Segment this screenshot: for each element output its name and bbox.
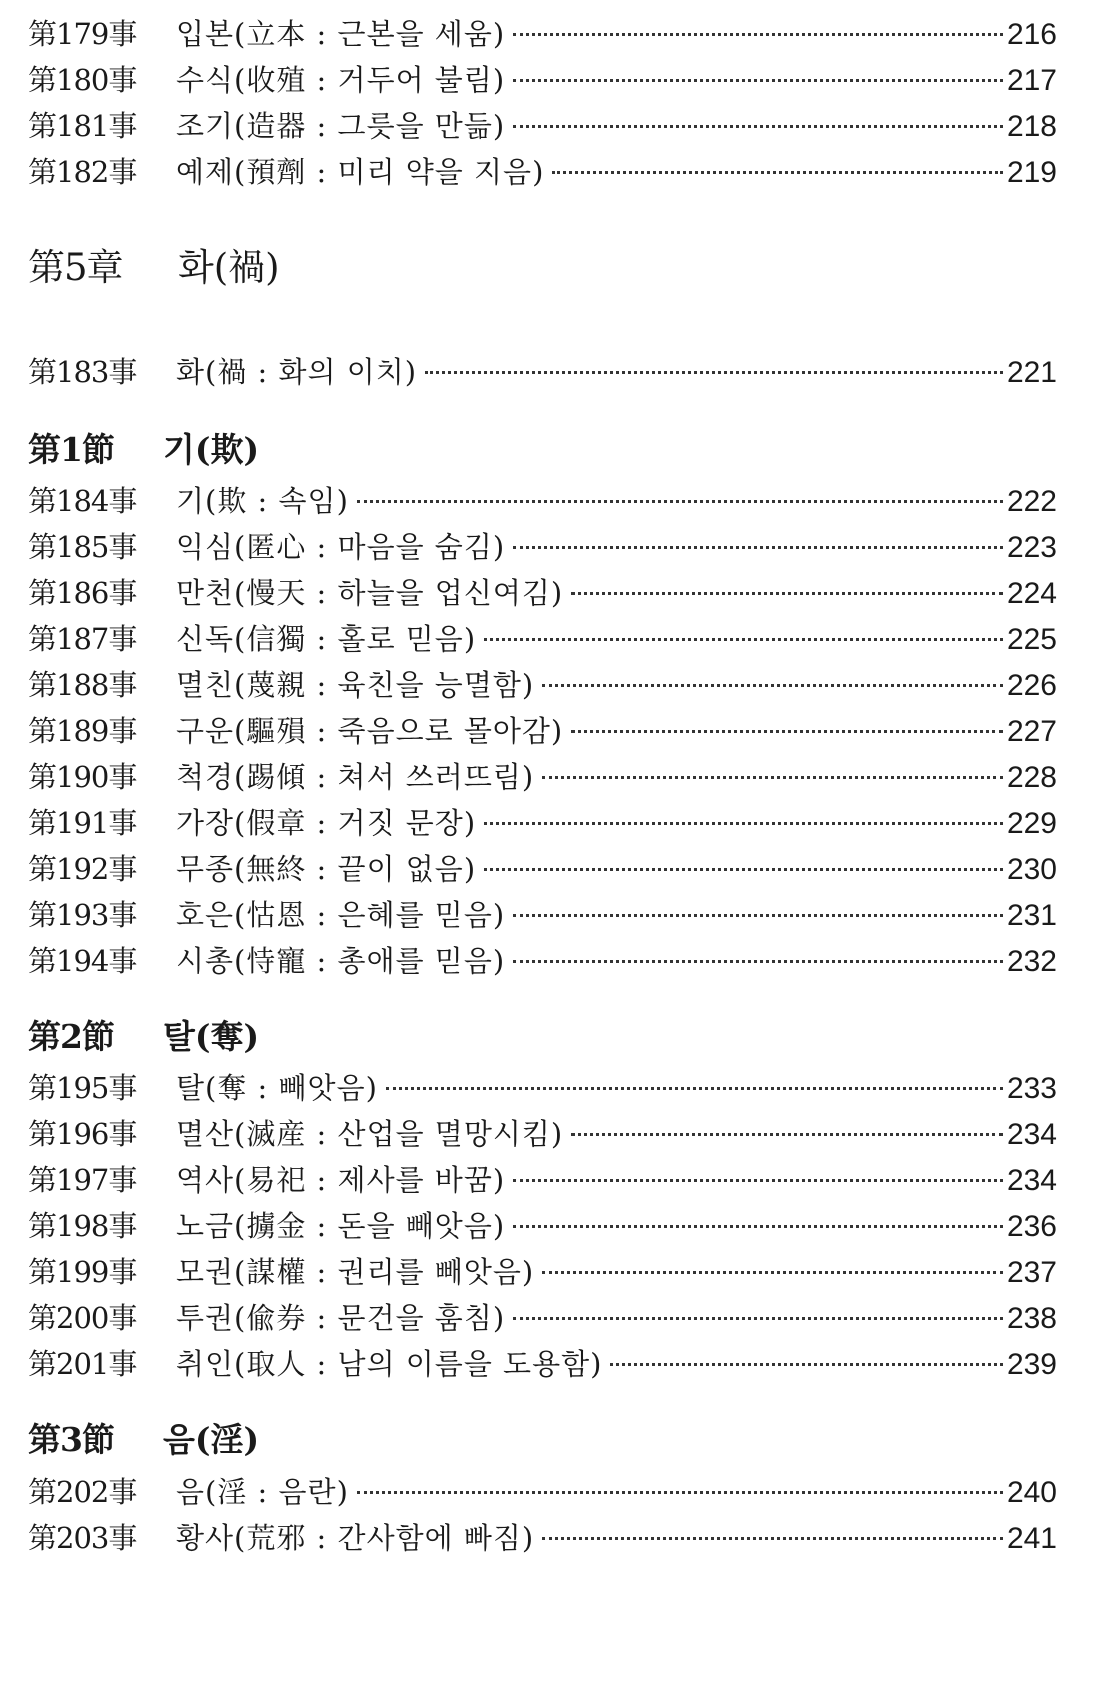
entry-number: 第192事 [28,852,137,886]
chapter-label: 第5章 [28,246,123,289]
dot-leader [513,125,1003,128]
dot-leader [513,546,1003,549]
entry-title: 가장(假章 : 거짓 문장) [176,806,477,840]
dot-leader [484,638,1003,641]
entry-number: 第191事 [28,806,137,840]
section-label: 第3節 [28,1420,114,1459]
chapter-title: 화(禍) [178,246,280,289]
dot-leader [571,730,1003,733]
entry-title: 멸산(滅産 : 산업을 멸망시킴) [176,1117,564,1151]
entry-page-number: 230 [1006,853,1057,886]
toc-entry [28,1068,1057,1108]
toc-entry [28,1252,1057,1292]
entry-page-number: 218 [1006,110,1057,143]
toc-entry [28,1344,1057,1384]
toc-entry [28,619,1057,659]
section-label: 第1節 [28,430,114,469]
entry-title: 기(欺 : 속임) [176,484,349,518]
entry-title: 투권(偸券 : 문건을 훔침) [176,1301,506,1335]
entry-title: 구운(驅殞 : 죽음으로 몰아감) [176,714,564,748]
entry-page-number: 225 [1006,623,1057,656]
dot-leader [571,592,1003,595]
entry-page-number: 238 [1006,1302,1057,1335]
toc-entry [28,14,1057,54]
entry-number: 第184事 [28,484,137,518]
dot-leader [513,1179,1003,1182]
entry-title: 신독(信獨 : 홀로 믿음) [176,622,477,656]
entry-page-number: 236 [1006,1210,1057,1243]
entry-number: 第180事 [28,63,137,97]
entry-title: 입본(立本 : 근본을 세움) [176,17,506,51]
entry-title: 예제(預劑 : 미리 약을 지음) [176,155,545,189]
toc-entry [28,527,1057,567]
section-heading [28,1418,259,1462]
toc-entry [28,803,1057,843]
entry-page-number: 223 [1006,531,1057,564]
entry-title: 화(禍 : 화의 이치) [176,355,418,389]
entry-number: 第187事 [28,622,137,656]
dot-leader [542,776,1003,779]
entry-title: 척경(踢傾 : 쳐서 쓰러뜨림) [176,760,535,794]
dot-leader [425,371,1003,374]
chapter-heading [28,244,280,292]
entry-number: 第197事 [28,1163,137,1197]
section-label: 第2節 [28,1017,114,1056]
entry-page-number: 240 [1006,1476,1057,1509]
toc-entry [28,1298,1057,1338]
entry-page-number: 241 [1006,1522,1057,1555]
dot-leader [571,1133,1003,1136]
entry-page-number: 233 [1006,1072,1057,1105]
dot-leader [513,1225,1003,1228]
dot-leader [513,914,1003,917]
toc-entry [28,1160,1057,1200]
entry-page-number: 237 [1006,1256,1057,1289]
entry-number: 第195事 [28,1071,137,1105]
entry-title: 만천(慢天 : 하늘을 업신여김) [176,576,564,610]
section-heading [28,1015,259,1059]
dot-leader [610,1363,1003,1366]
entry-page-number: 229 [1006,807,1057,840]
entry-page-number: 228 [1006,761,1057,794]
section-title: 음(淫) [163,1420,260,1459]
dot-leader [513,960,1003,963]
toc-entry [28,60,1057,100]
dot-leader [552,171,1003,174]
entry-number: 第182事 [28,155,137,189]
toc-entry [28,106,1057,146]
entry-title: 조기(造器 : 그릇을 만듦) [176,109,506,143]
toc-entry [28,941,1057,981]
toc-entry [28,757,1057,797]
section-title: 탈(奪) [163,1017,260,1056]
entry-title: 익심(匿心 : 마음을 숨김) [176,530,506,564]
entry-number: 第202事 [28,1475,137,1509]
toc-entry [28,352,1057,392]
entry-number: 第190事 [28,760,137,794]
entry-number: 第200事 [28,1301,137,1335]
entry-title: 노금(擄金 : 돈을 빼앗음) [176,1209,506,1243]
entry-title: 무종(無終 : 끝이 없음) [176,852,477,886]
toc-entry [28,1114,1057,1154]
entry-title: 모권(謀權 : 권리를 빼앗음) [176,1255,535,1289]
entry-number: 第193事 [28,898,137,932]
toc-entry [28,481,1057,521]
entry-number: 第188事 [28,668,137,702]
entry-page-number: 227 [1006,715,1057,748]
entry-title: 시총(恃寵 : 총애를 믿음) [176,944,506,978]
dot-leader [513,33,1003,36]
toc-entry [28,152,1057,192]
entry-number: 第198事 [28,1209,137,1243]
entry-page-number: 234 [1006,1164,1057,1197]
entry-page-number: 221 [1006,356,1057,389]
entry-number: 第194事 [28,944,137,978]
entry-page-number: 217 [1006,64,1057,97]
entry-page-number: 222 [1006,485,1057,518]
dot-leader [484,822,1003,825]
entry-page-number: 219 [1006,156,1057,189]
entry-number: 第201事 [28,1347,137,1381]
entry-page-number: 239 [1006,1348,1057,1381]
dot-leader [542,1537,1003,1540]
entry-title: 수식(收殖 : 거두어 불림) [176,63,506,97]
entry-title: 황사(荒邪 : 간사함에 빠짐) [176,1521,535,1555]
entry-number: 第179事 [28,17,137,51]
toc-entry [28,849,1057,889]
entry-title: 취인(取人 : 남의 이름을 도용함) [176,1347,603,1381]
entry-number: 第181事 [28,109,137,143]
toc-entry [28,573,1057,613]
entry-page-number: 234 [1006,1118,1057,1151]
entry-title: 음(淫 : 음란) [176,1475,349,1509]
toc-entry [28,1472,1057,1512]
dot-leader [513,1317,1003,1320]
toc-entry [28,1518,1057,1558]
entry-page-number: 232 [1006,945,1057,978]
entry-page-number: 226 [1006,669,1057,702]
toc-entry [28,895,1057,935]
entry-page-number: 224 [1006,577,1057,610]
dot-leader [513,79,1003,82]
entry-page-number: 231 [1006,899,1057,932]
entry-page-number: 216 [1006,18,1057,51]
entry-number: 第203事 [28,1521,137,1555]
entry-number: 第196事 [28,1117,137,1151]
section-heading [28,428,259,472]
dot-leader [542,1271,1003,1274]
section-title: 기(欺) [163,430,260,469]
entry-number: 第189事 [28,714,137,748]
dot-leader [357,500,1003,503]
toc-entry [28,1206,1057,1246]
toc-entry [28,665,1057,705]
entry-title: 역사(易祀 : 제사를 바꿈) [176,1163,506,1197]
dot-leader [357,1491,1003,1494]
dot-leader [542,684,1003,687]
entry-title: 멸친(蔑親 : 육친을 능멸함) [176,668,535,702]
entry-number: 第185事 [28,530,137,564]
entry-number: 第199事 [28,1255,137,1289]
entry-number: 第183事 [28,355,137,389]
entry-title: 탈(奪 : 빼앗음) [176,1071,378,1105]
dot-leader [484,868,1003,871]
entry-number: 第186事 [28,576,137,610]
entry-title: 호은(怙恩 : 은혜를 믿음) [176,898,506,932]
toc-entry [28,711,1057,751]
dot-leader [386,1087,1003,1090]
